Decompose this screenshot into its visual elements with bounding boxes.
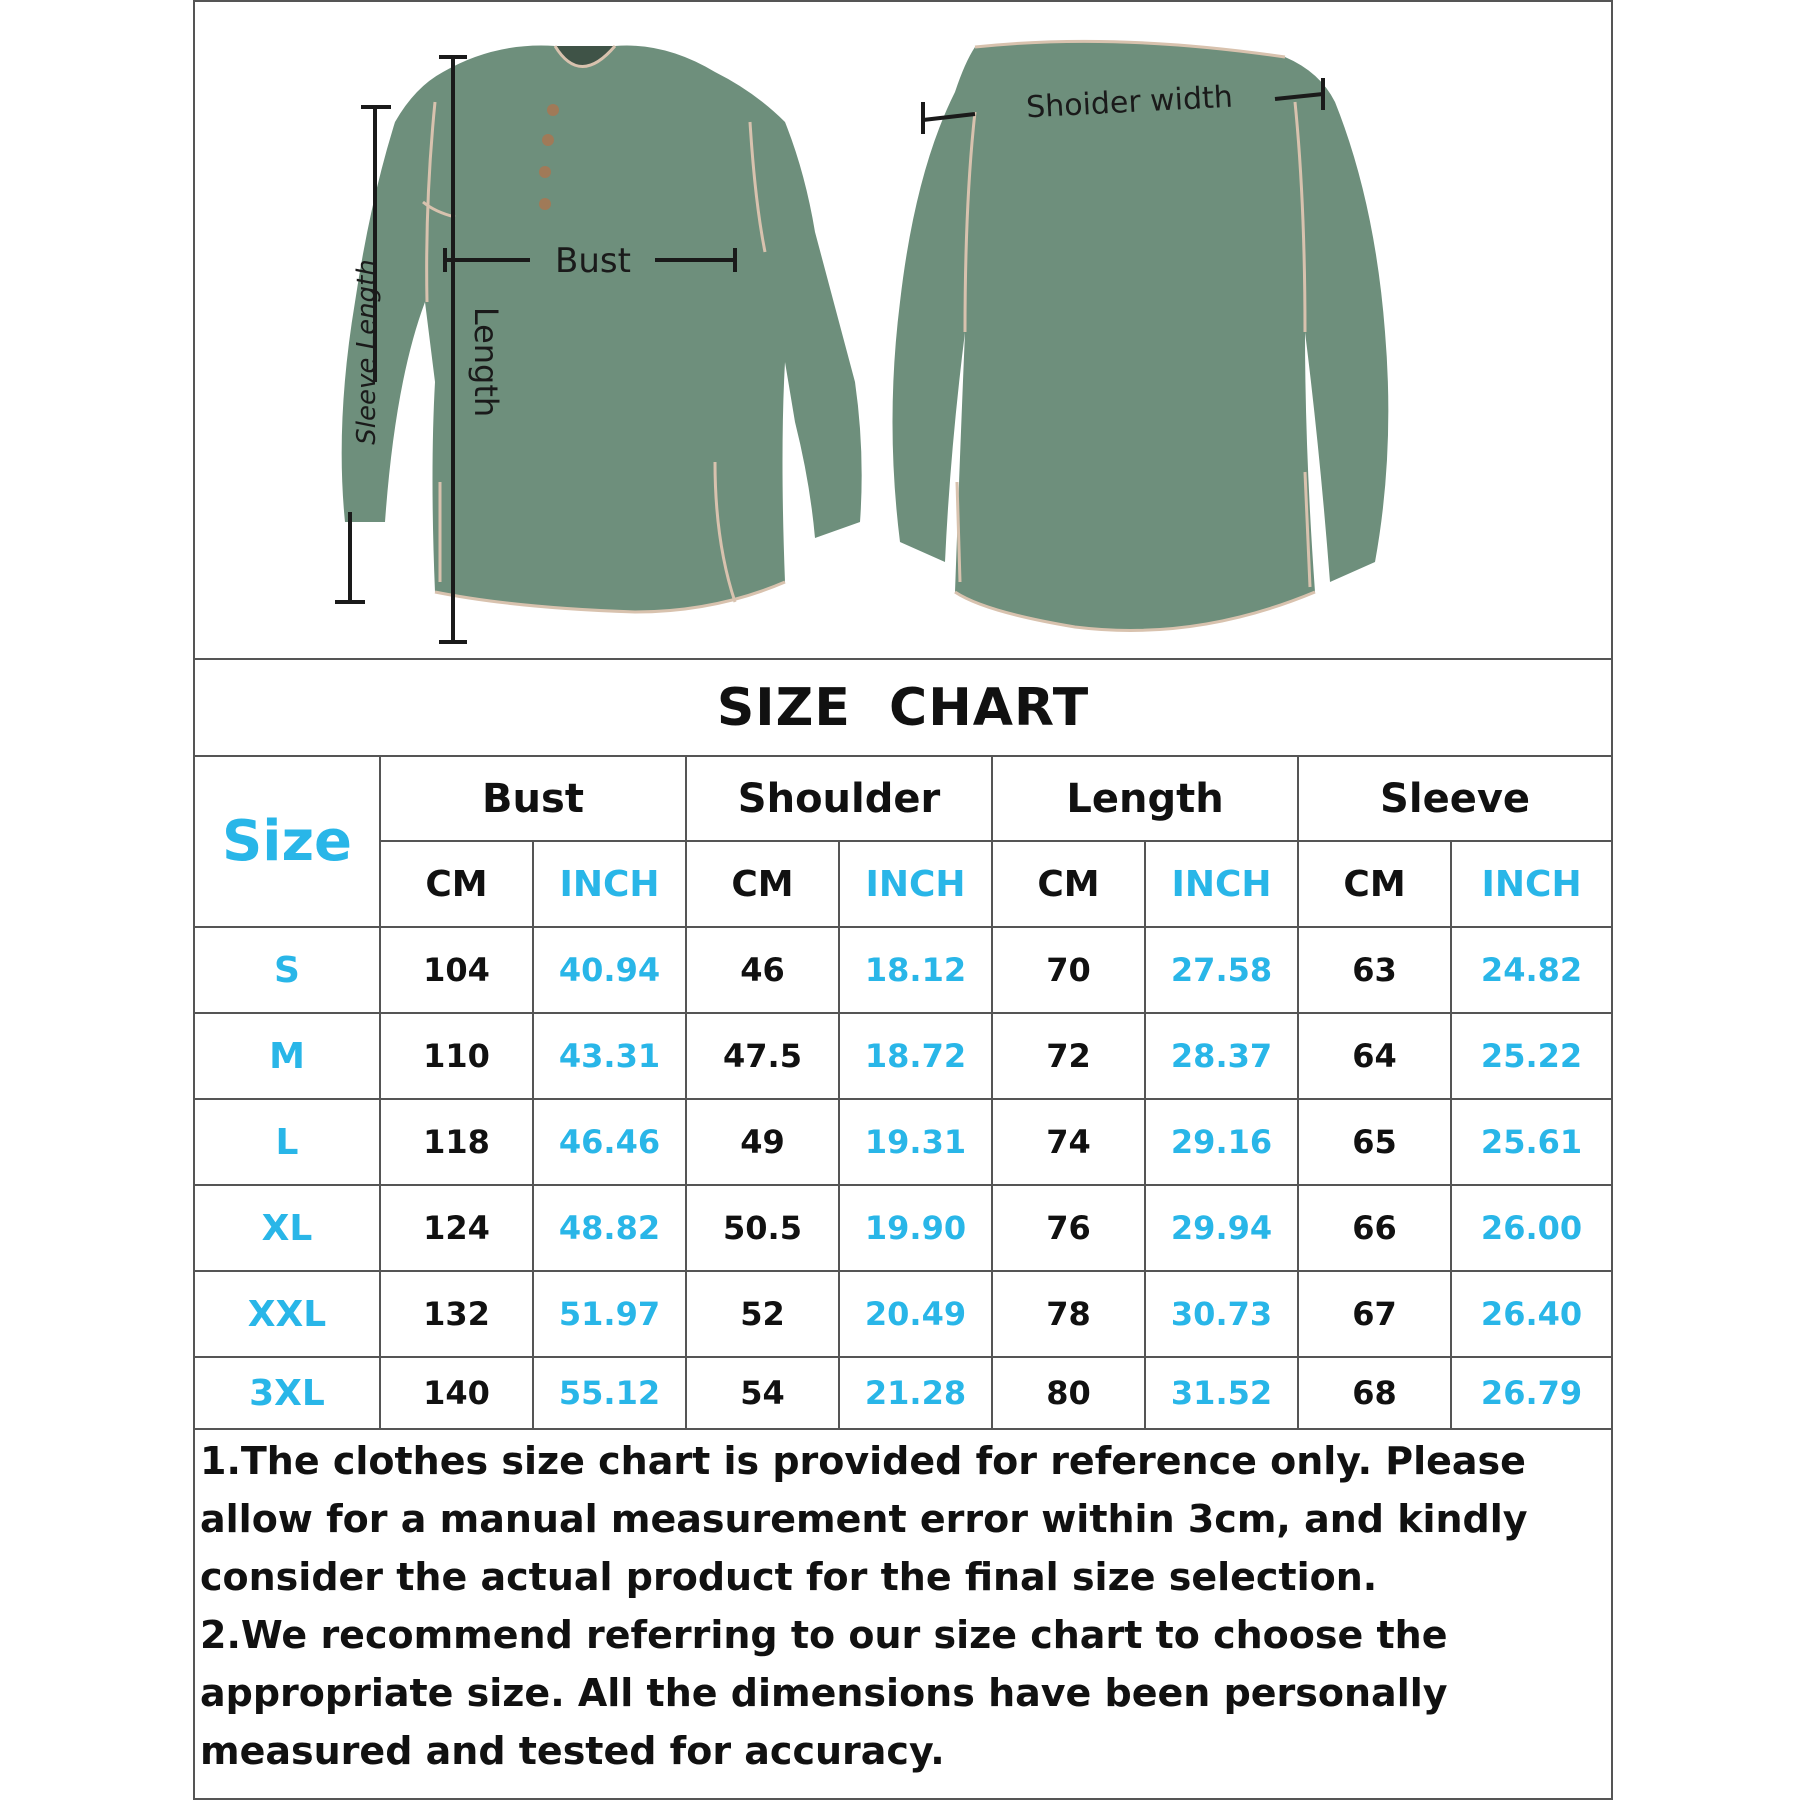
group-header-bust: Bust	[380, 757, 686, 841]
cm-value-cell: 78	[992, 1271, 1145, 1357]
cm-value-cell: 64	[1298, 1013, 1451, 1099]
cm-value-cell: 63	[1298, 927, 1451, 1013]
cm-value-cell: 110	[380, 1013, 533, 1099]
front-shirt-illustration	[342, 46, 862, 612]
inch-value-cell: 27.58	[1145, 927, 1298, 1013]
sleeve-length-label: Sleeve Length	[352, 259, 382, 445]
inch-value-cell: 48.82	[533, 1185, 686, 1271]
table-row	[195, 1357, 1611, 1429]
cm-value-cell: 124	[380, 1185, 533, 1271]
size-label: L	[195, 1099, 380, 1185]
table-row	[195, 927, 1611, 1013]
inch-value-cell: 26.79	[1451, 1357, 1611, 1429]
inch-value-cell: 51.97	[533, 1271, 686, 1357]
inch-value-cell: 26.40	[1451, 1271, 1611, 1357]
inch-value-cell: 31.52	[1145, 1357, 1298, 1429]
size-table	[195, 757, 1611, 1430]
cm-value-cell: 46	[686, 927, 839, 1013]
group-header-sleeve: Sleeve	[1298, 757, 1611, 841]
table-row	[195, 1099, 1611, 1185]
cm-value-cell: 66	[1298, 1185, 1451, 1271]
inch-value-cell: 19.90	[839, 1185, 992, 1271]
note-1: 1.The clothes size chart is provided for reference only. Please allow for a manual measurement error within 3cm, and kindly consider the actual product for the final size selection.	[200, 1439, 1528, 1599]
inch-value-cell: 26.00	[1451, 1185, 1611, 1271]
cm-value-cell: 72	[992, 1013, 1145, 1099]
inch-value-cell: 25.22	[1451, 1013, 1611, 1099]
unit-header-inch: INCH	[839, 841, 992, 927]
table-row	[195, 1271, 1611, 1357]
size-label: XXL	[195, 1271, 380, 1357]
table-row	[195, 1013, 1611, 1099]
inch-value-cell: 25.61	[1451, 1099, 1611, 1185]
cm-value-cell: 118	[380, 1099, 533, 1185]
inch-value-cell: 30.73	[1145, 1271, 1298, 1357]
cm-value-cell: 74	[992, 1099, 1145, 1185]
shoulder-width-label: Shoider width	[1025, 79, 1234, 126]
cm-value-cell: 132	[380, 1271, 533, 1357]
unit-header-cm: CM	[992, 841, 1145, 927]
cm-value-cell: 47.5	[686, 1013, 839, 1099]
unit-header-cm: CM	[686, 841, 839, 927]
cm-value-cell: 50.5	[686, 1185, 839, 1271]
inch-value-cell: 19.31	[839, 1099, 992, 1185]
cm-value-cell: 76	[992, 1185, 1145, 1271]
unit-header-cm: CM	[380, 841, 533, 927]
cm-value-cell: 52	[686, 1271, 839, 1357]
unit-header-inch: INCH	[533, 841, 686, 927]
size-label: XL	[195, 1185, 380, 1271]
cm-value-cell: 70	[992, 927, 1145, 1013]
group-header-length: Length	[992, 757, 1298, 841]
bust-label: Bust	[555, 241, 631, 281]
inch-value-cell: 24.82	[1451, 927, 1611, 1013]
size-notes	[200, 1432, 1610, 1780]
size-label: S	[195, 927, 380, 1013]
unit-header-cm: CM	[1298, 841, 1451, 927]
inch-value-cell: 28.37	[1145, 1013, 1298, 1099]
inch-value-cell: 46.46	[533, 1099, 686, 1185]
back-shirt-illustration	[893, 41, 1389, 630]
cm-value-cell: 54	[686, 1357, 839, 1429]
cm-value-cell: 68	[1298, 1357, 1451, 1429]
inch-value-cell: 43.31	[533, 1013, 686, 1099]
cm-value-cell: 140	[380, 1357, 533, 1429]
cm-value-cell: 65	[1298, 1099, 1451, 1185]
inch-value-cell: 20.49	[839, 1271, 992, 1357]
inch-value-cell: 21.28	[839, 1357, 992, 1429]
inch-value-cell: 40.94	[533, 927, 686, 1013]
unit-header-inch: INCH	[1451, 841, 1611, 927]
length-label: Length	[467, 306, 505, 418]
cm-value-cell: 80	[992, 1357, 1145, 1429]
inch-value-cell: 55.12	[533, 1357, 686, 1429]
inch-value-cell: 29.94	[1145, 1185, 1298, 1271]
inch-value-cell: 18.12	[839, 927, 992, 1013]
cm-value-cell: 104	[380, 927, 533, 1013]
table-row	[195, 1185, 1611, 1271]
group-header-shoulder: Shoulder	[686, 757, 992, 841]
inch-value-cell: 18.72	[839, 1013, 992, 1099]
size-chart-title: SIZE CHART	[195, 660, 1611, 757]
size-label: M	[195, 1013, 380, 1099]
size-column-header: Size	[195, 757, 380, 927]
unit-header-inch: INCH	[1145, 841, 1298, 927]
cm-value-cell: 49	[686, 1099, 839, 1185]
size-label: 3XL	[195, 1357, 380, 1429]
inch-value-cell: 29.16	[1145, 1099, 1298, 1185]
product-measurement-diagram	[195, 2, 1611, 660]
note-2: 2.We recommend referring to our size chart to choose the appropriate size. All the dimensions have been personally measured and tested for accuracy.	[200, 1613, 1448, 1773]
cm-value-cell: 67	[1298, 1271, 1451, 1357]
